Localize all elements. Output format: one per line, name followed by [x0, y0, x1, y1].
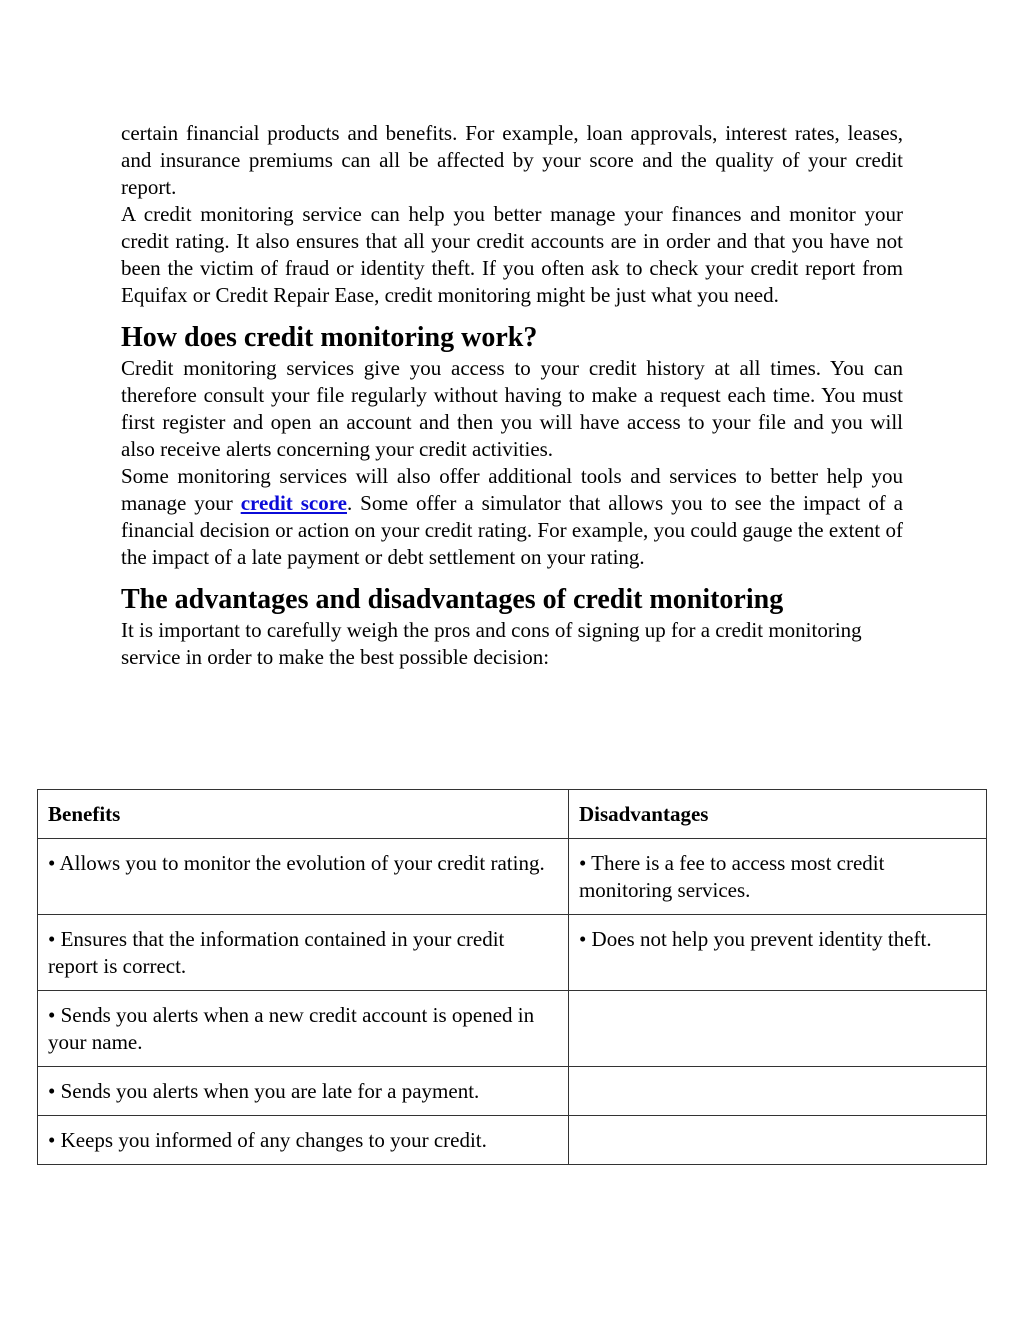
how-it-works-paragraph: Credit monitoring services give you access to your credit history at all times. You can therefore consult your file regularly without having to make a request each time. You must first register and open an account and then you will have access to your file and you will also receive alerts concerning your credit activities. [121, 356, 903, 461]
how-it-works-heading: How does credit monitoring work? [121, 322, 538, 353]
tools-text-before: Some monitoring services will also offer additional tools and services to better help you manage your [121, 464, 903, 515]
benefit-cell: • Ensures that the information contained in your credit report is correct. [38, 915, 569, 991]
disadvantage-cell [568, 1116, 986, 1165]
benefits-header: Benefits [38, 790, 569, 839]
pros-cons-table [37, 789, 987, 1165]
intro-paragraph: certain financial products and benefits. For example, loan approvals, interest rates, leases, and insurance premiums can all be affected by your score and the quality of your credit report. [121, 121, 903, 199]
table-row [38, 991, 987, 1067]
disadvantage-cell: • There is a fee to access most credit monitoring services. [568, 839, 986, 915]
benefit-cell: • Allows you to monitor the evolution of your credit rating. [38, 839, 569, 915]
document-content [121, 120, 903, 671]
table-row [38, 839, 987, 915]
benefit-cell: • Sends you alerts when you are late for a payment. [38, 1067, 569, 1116]
benefit-cell: • Sends you alerts when a new credit account is opened in your name. [38, 991, 569, 1067]
table-row [38, 1067, 987, 1116]
table-row [38, 1116, 987, 1165]
advantages-intro: It is important to carefully weigh the pros and cons of signing up for a credit monitoring service in order to make the best possible decision: [121, 618, 862, 669]
advantages-heading: The advantages and disadvantages of credit monitoring [121, 584, 784, 615]
disadvantages-header: Disadvantages [568, 790, 986, 839]
table-header-row [38, 790, 987, 839]
tools-text-after: . Some offer a simulator that allows you to see the impact of a financial decision or action on your credit rating. For example, you could gauge the extent of the impact of a late payment or debt settlement on your rating. [121, 491, 903, 569]
credit-score-link[interactable]: credit score [240, 491, 347, 515]
disadvantage-cell: • Does not help you prevent identity theft. [568, 915, 986, 991]
disadvantage-cell [568, 991, 986, 1067]
disadvantage-cell [568, 1067, 986, 1116]
service-paragraph: A credit monitoring service can help you better manage your finances and monitor your credit rating. It also ensures that all your credit accounts are in order and that you have not been the victim of fraud or identity theft. If you often ask to check your credit report from Equifax or Credit Repair Ease, credit monitoring might be just what you need. [121, 202, 903, 307]
tools-paragraph [121, 463, 903, 571]
table-row [38, 915, 987, 991]
benefit-cell: • Keeps you informed of any changes to your credit. [38, 1116, 569, 1165]
